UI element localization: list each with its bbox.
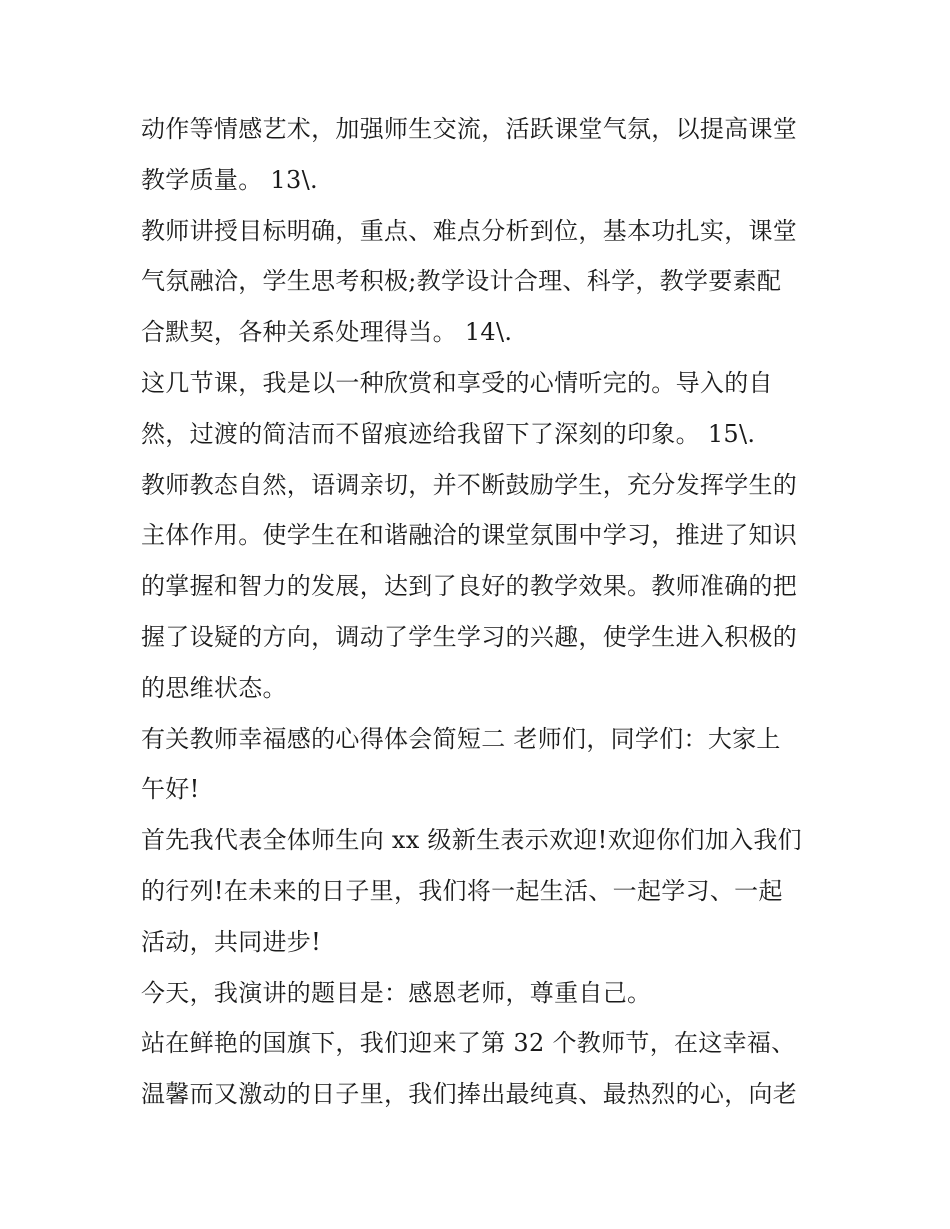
text-line: 动作等情感艺术，加强师生交流，活跃课堂气氛，以提高课堂 (141, 115, 798, 143)
text-line: 有关教师幸福感的心得体会简短二 老师们，同学们：大家上 (141, 724, 781, 753)
text-line: 今天，我演讲的题目是：感恩老师，尊重自己。 (141, 978, 652, 1007)
text-line: 这几节课，我是以一种欣赏和享受的心情听完的。导入的自 (141, 368, 773, 397)
text-line: 教学质量。 13\. (141, 165, 318, 194)
text-line: 的思维状态。 (141, 673, 287, 702)
text-line: 然，过渡的简洁而不留痕迹给我留下了深刻的印象。 15\. (141, 419, 756, 448)
text-line: 握了设疑的方向，调动了学生学习的兴趣，使学生进入积极的 (141, 622, 798, 651)
text-line: 的行列!在未来的日子里，我们将一起生活、一起学习、一起 (141, 876, 783, 905)
text-line: 的掌握和智力的发展，达到了良好的教学效果。教师准确的把 (141, 572, 798, 601)
text-line: 站在鲜艳的国旗下，我们迎来了第 32 个教师节，在这幸福、 (141, 1029, 796, 1058)
text-line: 活动，共同进步! (141, 927, 322, 956)
text-line: 教师教态自然，语调亲切，并不断鼓励学生，充分发挥学生的 (141, 470, 798, 499)
text-line: 教师讲授目标明确，重点、难点分析到位，基本功扎实，课堂 (141, 216, 798, 245)
text-line: 气氛融洽，学生思考积极;教学设计合理、科学，教学要素配 (141, 267, 782, 296)
text-line: 午好! (141, 775, 200, 804)
text-line: 首先我代表全体师生向 xx 级新生表示欢迎!欢迎你们加入我们 (141, 826, 802, 855)
document-body (141, 104, 821, 1120)
text-line: 温馨而又激动的日子里，我们捧出最纯真、最热烈的心，向老 (141, 1080, 798, 1109)
text-line: 主体作用。使学生在和谐融洽的课堂氛围中学习，推进了知识 (141, 521, 798, 550)
text-line: 合默契，各种关系处理得当。 14\. (141, 318, 513, 347)
